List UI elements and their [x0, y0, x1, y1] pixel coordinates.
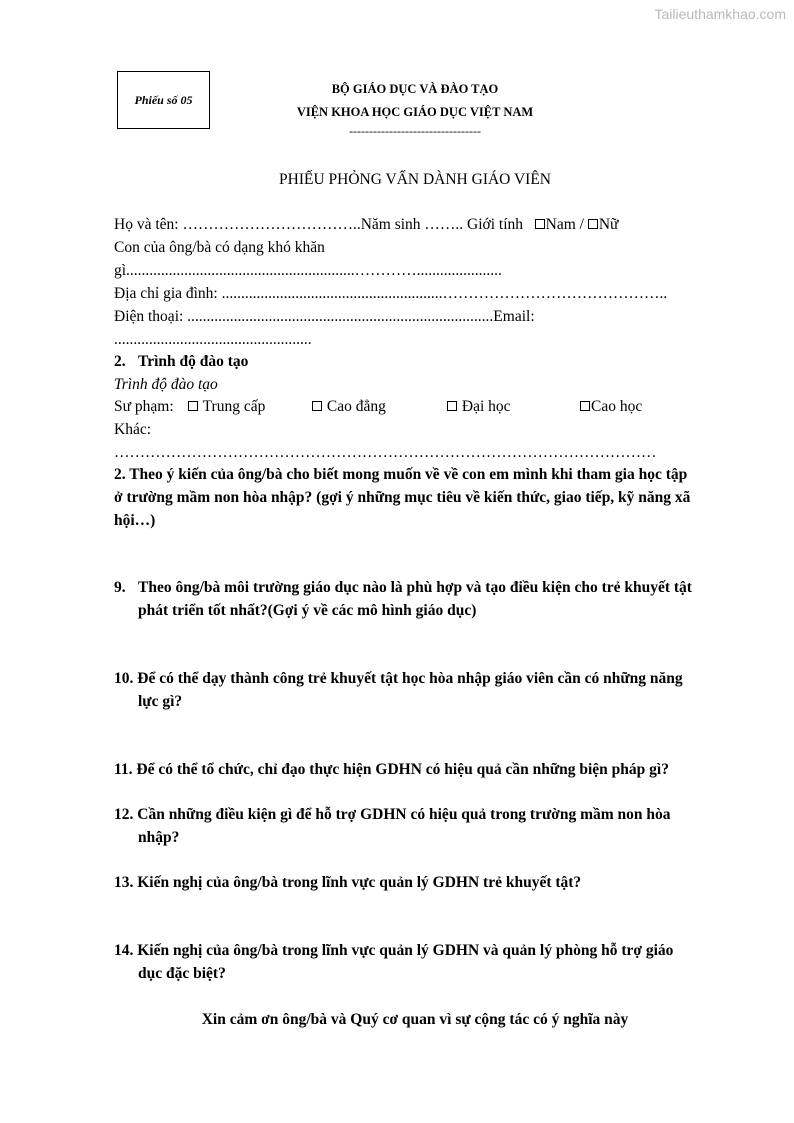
option-trung-cap [188, 398, 265, 416]
name-line-text: Họ và tên: ……………………………..Năm sinh …….. Giới tính [114, 216, 524, 233]
question-9-line-1 [114, 579, 692, 597]
option-dai-hoc [447, 398, 511, 416]
question-9-num: 9. [114, 579, 126, 596]
gender-male-checkbox[interactable] [535, 219, 545, 229]
ministry-heading: BỘ GIÁO DỤC VÀ ĐÀO TẠO [331, 82, 499, 96]
cao-dang-checkbox[interactable] [312, 401, 322, 411]
cao-hoc-checkbox[interactable] [580, 401, 590, 411]
option-cao-dang [312, 398, 386, 416]
gender-male-label: Nam / [545, 216, 584, 233]
question-12-line-1: 12. Cần những điều kiện gì để hỗ trợ GDHN có hiệu quả trong trường mầm non hòa [114, 806, 671, 823]
child-line-2: gì...........................................................…………...................... [114, 262, 502, 279]
other-dots: …………………………………………………………………………………………… [114, 444, 657, 461]
training-heading-num: 2. [114, 353, 126, 370]
training-subheading: Trình độ đào tạo [114, 376, 218, 393]
child-line-1: Con của ông/bà có dạng khó khăn [114, 239, 325, 256]
question-12-line-2: nhập? [138, 829, 180, 846]
other-label: Khác: [114, 421, 152, 438]
form-number-box [117, 71, 210, 129]
cao-hoc-label: Cao học [591, 398, 643, 415]
trung-cap-label: Trung cấp [202, 398, 266, 415]
question-10-line-2: lực gì? [138, 693, 183, 710]
gender-female-checkbox[interactable] [588, 219, 598, 229]
question-2-line-1: 2. Theo ý kiến của ông/bà cho biết mong muốn về về con em mình khi tham gia học tập [114, 466, 688, 483]
training-heading-text: Trình độ đào tạo [138, 353, 249, 370]
header-separator: --------------------------------- [349, 124, 481, 138]
institute-heading: VIỆN KHOA HỌC GIÁO DỤC VIỆT NAM [296, 105, 534, 119]
question-13: 13. Kiến nghị của ông/bà trong lĩnh vực quản lý GDHN trẻ khuyết tật? [114, 874, 582, 891]
watermark-text: Tailieuthamkhao.com [654, 6, 786, 22]
question-2-line-2: ở trường mầm non hòa nhập? (gợi ý những mục tiêu về kiến thức, giao tiếp, kỹ năng xã [114, 489, 691, 506]
question-11: 11. Để có thể tổ chức, chỉ đạo thực hiện GDHN có hiệu quả cần những biện pháp gì? [114, 761, 669, 778]
question-9-text: Theo ông/bà môi trường giáo dục nào là phù hợp và tạo điều kiện cho trẻ khuyết tật [138, 579, 692, 596]
su-pham-label: Sư phạm: [114, 398, 174, 415]
phone-line: Điện thoại: ...............................................................................Email: [114, 308, 535, 325]
trung-cap-checkbox[interactable] [188, 401, 198, 411]
question-14-line-1: 14. Kiến nghị của ông/bà trong lĩnh vực quản lý GDHN và quản lý phòng hỗ trợ giáo [114, 942, 674, 959]
cao-dang-label: Cao đẳng [326, 398, 386, 415]
question-9-line-2: phát triển tốt nhất?(Gợi ý về các mô hình giáo dục) [138, 602, 477, 619]
training-heading [114, 353, 248, 371]
dai-hoc-checkbox[interactable] [447, 401, 457, 411]
name-line [114, 216, 618, 234]
question-2-line-3: hội…) [114, 512, 156, 529]
question-14-line-2: dục đặc biệt? [138, 965, 226, 982]
gender-female-label: Nữ [598, 216, 619, 233]
thank-you-note: Xin cảm ơn ông/bà và Quý cơ quan vì sự cộng tác có ý nghĩa này [201, 1011, 629, 1028]
question-10-line-1: 10. Để có thể dạy thành công trẻ khuyết tật học hòa nhập giáo viên cần có những năng [114, 670, 683, 687]
option-cao-hoc [580, 398, 642, 416]
address-line: Địa chỉ gia đình: .........................................................…………………………………….. [114, 285, 668, 302]
email-dots: ................................................... [114, 331, 312, 348]
dai-hoc-label: Đại học [461, 398, 511, 415]
form-number-label: Phiếu số 05 [134, 92, 193, 107]
page-title: PHIẾU PHỎNG VẤN DÀNH GIÁO VIÊN [279, 171, 551, 188]
